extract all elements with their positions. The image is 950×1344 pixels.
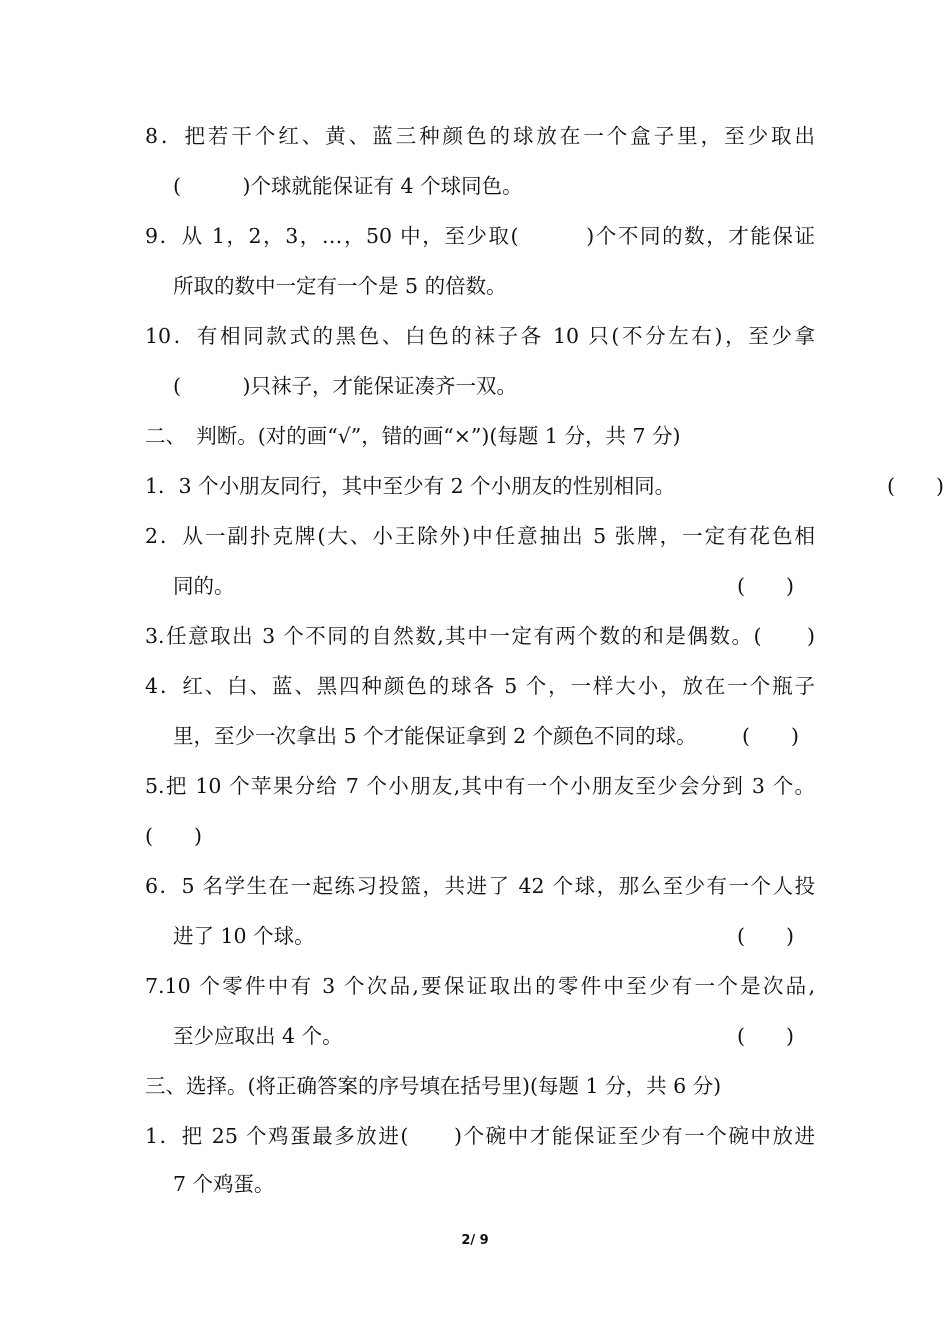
judge-q2-line2: 同的。 — [173, 574, 235, 598]
fill-q9-line2: 所取的数中一定有一个是 5 的倍数。 — [173, 274, 507, 298]
judge-q1 — [145, 472, 944, 500]
fill-q9-line1: 9．从 1，2，3，…，50 中，至少取( )个不同的数，才能保证 — [145, 224, 815, 248]
judge-q2-answer-paren[interactable]: ( ) — [737, 574, 794, 598]
judge-q7-answer-paren[interactable]: ( ) — [737, 1024, 794, 1048]
section-3-heading: 三、选择。(将正确答案的序号填在括号里)(每题 1 分，共 6 分) — [145, 1074, 722, 1098]
judge-q4 — [173, 722, 815, 750]
judge-q2-line1: 2．从一副扑克牌(大、小王除外)中任意抽出 5 张牌，一定有花色相 — [145, 524, 815, 548]
section-2-heading: 二、 判断。(对的画“√”，错的画“×”)(每题 1 分，共 7 分) — [145, 424, 681, 448]
fill-q10-line2: ( )只袜子，才能保证凑齐一双。 — [173, 374, 517, 398]
judge-q4-line2: 里，至少一次拿出 5 个才能保证拿到 2 个颜色不同的球。 — [173, 724, 697, 748]
judge-q6 — [173, 922, 815, 950]
judge-q7 — [173, 1022, 815, 1050]
judge-q7-line1: 7.10 个零件中有 3 个次品,要保证取出的零件中至少有一个是次品, — [145, 974, 815, 998]
judge-q5-answer-paren[interactable]: ( ) — [145, 824, 202, 848]
judge-q5-line1: 5.把 10 个苹果分给 7 个小朋友,其中有一个小朋友至少会分到 3 个。 — [145, 774, 815, 798]
judge-q7-line2: 至少应取出 4 个。 — [173, 1024, 343, 1048]
judge-q1-text: 1．3 个小朋友同行，其中至少有 2 个小朋友的性别相同。 — [145, 474, 676, 498]
judge-q1-answer-paren[interactable]: ( ) — [887, 474, 944, 498]
page-number: 2/ 9 — [461, 1233, 489, 1248]
judge-q2 — [173, 572, 815, 600]
judge-q3-line1[interactable]: 3.任意取出 3 个不同的自然数,其中一定有两个数的和是偶数。( ) — [145, 624, 815, 648]
choice-q1-line1: 1．把 25 个鸡蛋最多放进( )个碗中才能保证至少有一个碗中放进 — [145, 1124, 815, 1148]
judge-q6-line1: 6．5 名学生在一起练习投篮，共进了 42 个球，那么至少有一个人投 — [145, 874, 815, 898]
fill-q8-line1: 8．把若干个红、黄、蓝三种颜色的球放在一个盒子里，至少取出 — [145, 124, 815, 148]
judge-q4-answer-paren[interactable]: ( ) — [742, 724, 799, 748]
judge-q6-answer-paren[interactable]: ( ) — [737, 924, 794, 948]
judge-q6-line2: 进了 10 个球。 — [173, 924, 315, 948]
fill-q8-line2: ( )个球就能保证有 4 个球同色。 — [173, 174, 523, 198]
fill-q10-line1: 10．有相同款式的黑色、白色的袜子各 10 只(不分左右)，至少拿 — [145, 324, 815, 348]
judge-q4-line1: 4．红、白、蓝、黑四种颜色的球各 5 个，一样大小，放在一个瓶子 — [145, 674, 815, 698]
choice-q1-line2: 7 个鸡蛋。 — [173, 1172, 275, 1196]
